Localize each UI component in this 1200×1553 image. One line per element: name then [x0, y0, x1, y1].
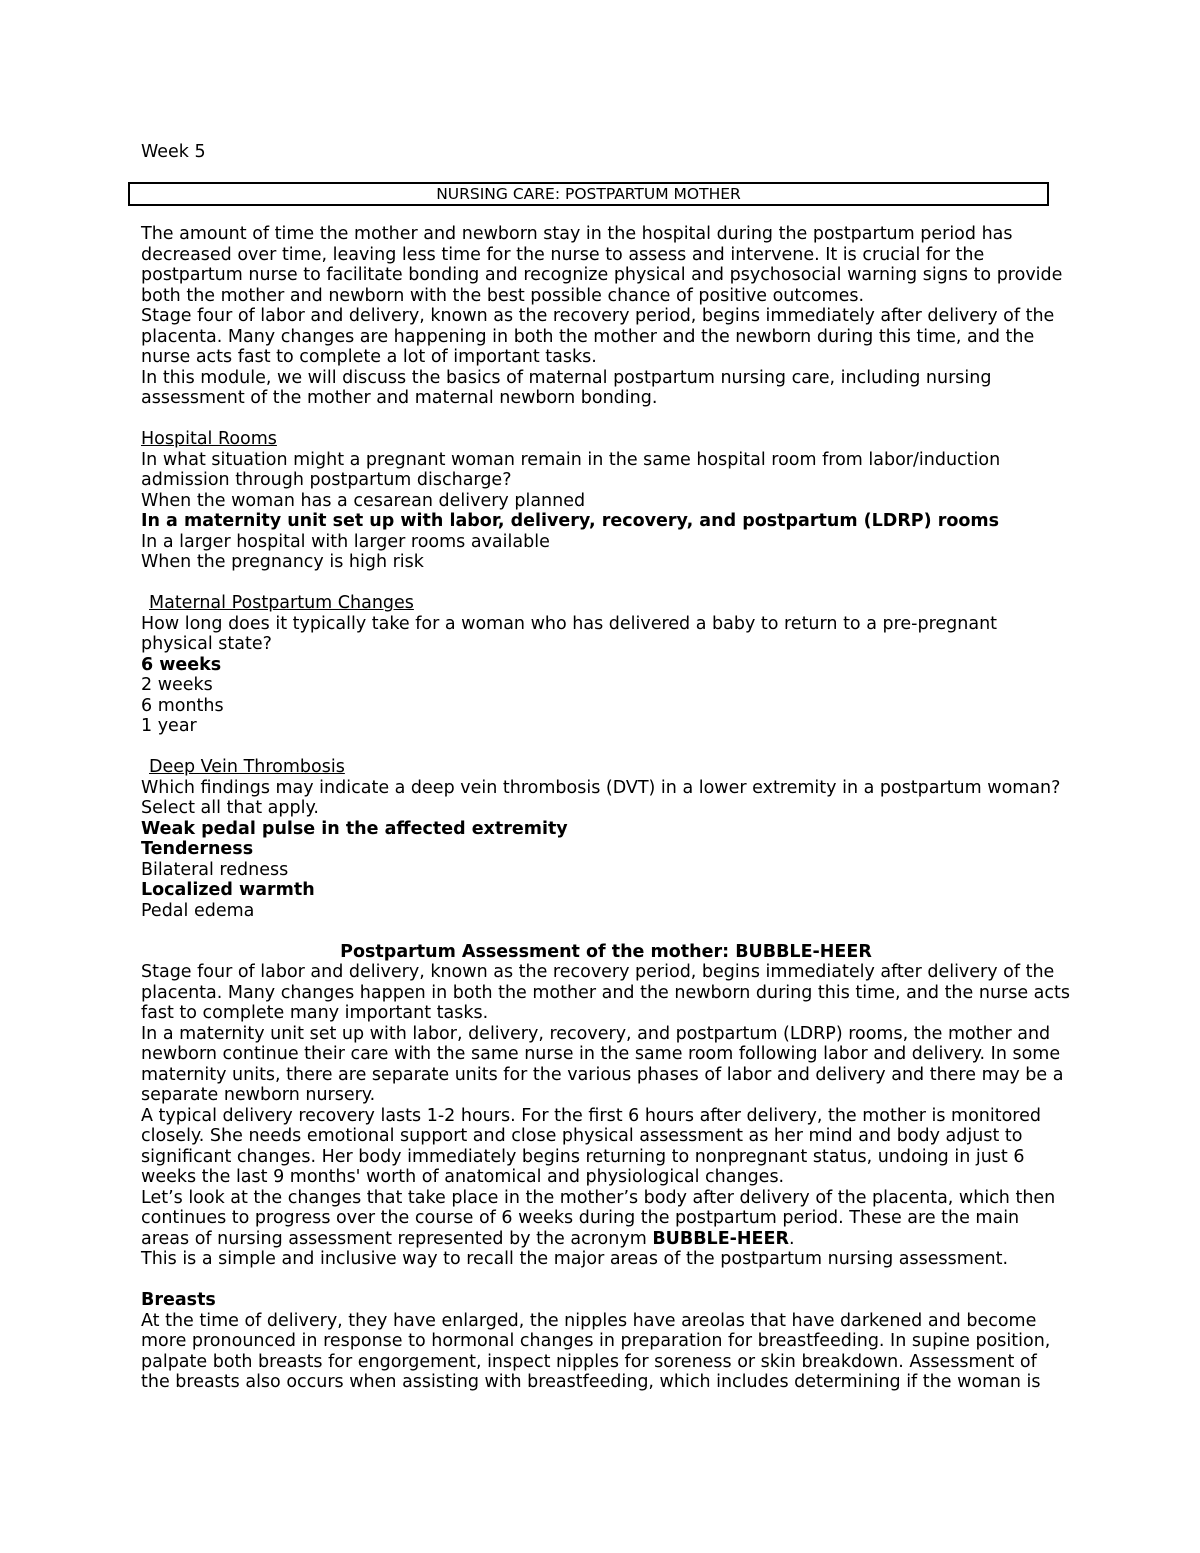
assessment-paragraph-4 — [141, 1188, 1071, 1250]
intro-paragraph-3: In this module, we will discuss the basics of maternal postpartum nursing care, including nursing assessment of the mother and maternal newborn bonding. — [141, 367, 992, 408]
hospital-rooms-option-2-correct: In a maternity unit set up with labor, delivery, recovery, and postpartum (LDRP) rooms — [141, 511, 1000, 531]
dvt-option-5: Pedal edema — [141, 900, 255, 921]
document-body — [141, 224, 1071, 1393]
maternal-changes-option-1-correct: 6 weeks — [141, 654, 222, 675]
hospital-rooms-option-4: When the pregnancy is high risk — [141, 552, 424, 572]
breasts-heading: Breasts — [141, 1290, 216, 1310]
bubble-heer-acronym: BUBBLE-HEER — [652, 1228, 789, 1249]
maternal-changes-option-3: 6 months — [141, 695, 224, 716]
maternal-changes-question: How long does it typically take for a woman who has delivered a baby to return to a pre-pregnant physical state? — [141, 613, 998, 654]
hospital-rooms-heading: Hospital Rooms — [141, 429, 277, 449]
dvt-option-1-correct: Weak pedal pulse in the affected extremity — [141, 818, 568, 839]
assessment-paragraph-5: This is a simple and inclusive way to recall the major areas of the postpartum nursing assessment. — [141, 1249, 1009, 1269]
maternal-changes-option-2: 2 weeks — [141, 675, 213, 695]
assessment-heading: Postpartum Assessment of the mother: BUBBLE-HEER — [340, 941, 872, 962]
maternal-changes-heading: Maternal Postpartum Changes — [149, 593, 414, 613]
dvt-option-3: Bilateral redness — [141, 859, 289, 880]
hospital-rooms-question: In what situation might a pregnant woman remain in the same hospital room from labor/induction admission through postpartum discharge? — [141, 449, 1001, 490]
dvt-option-4-correct: Localized warmth — [141, 880, 315, 900]
assessment-paragraph-4-text: Let’s look at the changes that take place in the mother’s body after delivery of the placenta, which then continues to progress over the course of 6 weeks during the postpartum period. These are the main areas of nursing assessment represented by the acronym — [141, 1187, 1056, 1249]
assessment-paragraph-3: A typical delivery recovery lasts 1-2 hours. For the first 6 hours after delivery, the mother is monitored closely. She needs emotional support and close physical assessment as her mind and body adjust to significant changes. Her body immediately begins returning to nonpregnant status, undoing in just 6 weeks the last 9 months' worth of anatomical and physiological changes. — [141, 1105, 1041, 1187]
hospital-rooms-option-3: In a larger hospital with larger rooms available — [141, 531, 550, 552]
intro-paragraph-2: Stage four of labor and delivery, known as the recovery period, begins immediately after delivery of the placenta. Many changes are happening in both the mother and the newborn during this time, and the nurse acts fast to complete a lot of important tasks. — [141, 306, 1055, 367]
maternal-changes-option-4: 1 year — [141, 716, 197, 736]
dvt-heading: Deep Vein Thrombosis — [149, 757, 345, 777]
hospital-rooms-option-1: When the woman has a cesarean delivery planned — [141, 490, 586, 511]
assessment-paragraph-1: Stage four of labor and delivery, known as the recovery period, begins immediately after delivery of the placenta. Many changes happen in both the mother and the newborn during this time, and the nurse acts fast to complete many important tasks. — [141, 962, 1071, 1023]
intro-paragraph-1: The amount of time the mother and newborn stay in the hospital during the postpartum period has decreased over time, leaving less time for the nurse to assess and intervene. It is crucial for the postpartum nurse to facilitate bonding and recognize physical and psychosocial warning signs to provide both the mother and newborn with the best possible chance of positive outcomes. — [141, 224, 1063, 306]
document-title: NURSING CARE: POSTPARTUM MOTHER — [128, 182, 1049, 206]
assessment-paragraph-2: In a maternity unit set up with labor, delivery, recovery, and postpartum (LDRP) rooms, the mother and newborn continue their care with the same nurse in the same room following labor and delivery. In some maternity units, there are separate units for the various phases of labor and delivery and there may be a separate newborn nursery. — [141, 1023, 1064, 1105]
breasts-paragraph: At the time of delivery, they have enlarged, the nipples have areolas that have darkened and become more pronounced in response to hormonal changes in preparation for breastfeeding. In supine position, palpate both breasts for engorgement, inspect nipples for soreness or skin breakdown. Assessment of the breasts also occurs when assisting with breastfeeding, which includes determining if the woman is — [141, 1310, 1051, 1392]
dvt-question: Which findings may indicate a deep vein thrombosis (DVT) in a lower extremity in a postpartum woman? Select all that apply. — [141, 777, 1061, 818]
week-label: Week 5 — [141, 142, 206, 162]
dvt-option-2-correct: Tenderness — [141, 839, 254, 859]
assessment-paragraph-4-end: . — [788, 1228, 795, 1249]
